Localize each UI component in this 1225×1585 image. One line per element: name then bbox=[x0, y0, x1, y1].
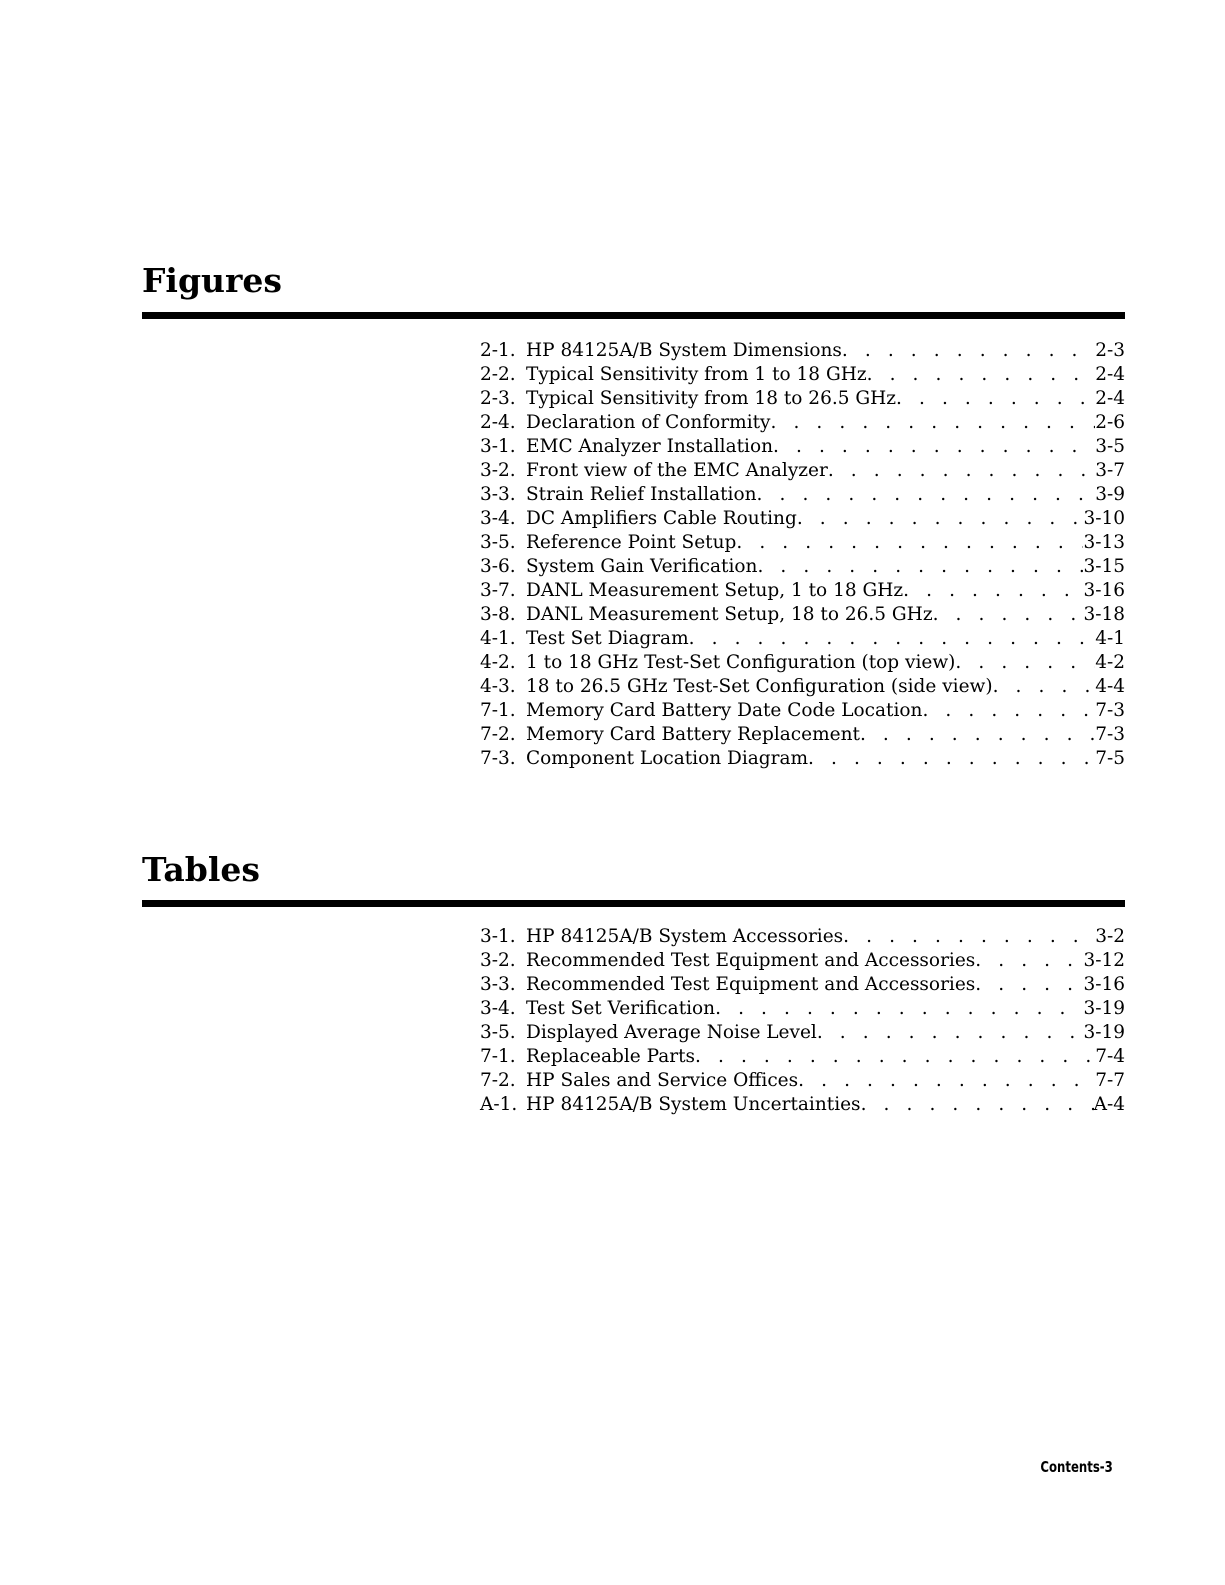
toc-entry-title: HP 84125A/B System Dimensions bbox=[526, 340, 842, 361]
toc-entry-page: 2-6 bbox=[1095, 412, 1125, 433]
toc-entry-page: 3-18 bbox=[1083, 604, 1125, 625]
toc-entry-title: Strain Relief Installation bbox=[526, 484, 757, 505]
toc-entry-title: Component Location Diagram bbox=[526, 748, 809, 769]
toc-entry[interactable] bbox=[480, 339, 1125, 363]
dot-leader bbox=[903, 579, 1083, 603]
toc-entry-page: 2-4 bbox=[1095, 364, 1125, 385]
toc-entry-page: 7-5 bbox=[1095, 748, 1125, 769]
toc-entry[interactable] bbox=[480, 651, 1125, 675]
dot-leader bbox=[922, 699, 1095, 723]
toc-entry[interactable] bbox=[480, 483, 1125, 507]
dot-leader bbox=[842, 339, 1095, 363]
toc-entry[interactable] bbox=[480, 459, 1125, 483]
toc-entry-title: Displayed Average Noise Level bbox=[526, 1022, 817, 1043]
dot-leader bbox=[798, 1069, 1095, 1093]
toc-entry-page: 3-16 bbox=[1083, 580, 1125, 601]
toc-entry-number: 7-1. bbox=[480, 700, 516, 721]
toc-entry-title: Declaration of Conformity bbox=[526, 412, 771, 433]
dot-leader bbox=[955, 651, 1095, 675]
tables-heading: Tables bbox=[142, 850, 260, 889]
dot-leader bbox=[933, 603, 1084, 627]
tables-divider bbox=[142, 900, 1125, 907]
toc-entry-title: Front view of the EMC Analyzer bbox=[526, 460, 828, 481]
toc-entry-title: HP Sales and Service Offices bbox=[526, 1070, 799, 1091]
toc-entry-title: Typical Sensitivity from 1 to 18 GHz bbox=[526, 364, 867, 385]
toc-entry-number: 3-4. bbox=[480, 508, 516, 529]
toc-entry-number: 4-3. bbox=[480, 676, 516, 697]
dot-leader bbox=[828, 459, 1095, 483]
toc-entry-title: Reference Point Setup bbox=[526, 532, 737, 553]
toc-entry[interactable] bbox=[480, 411, 1125, 435]
toc-entry-page: 3-10 bbox=[1083, 508, 1125, 529]
toc-entry-page: 7-3 bbox=[1095, 700, 1125, 721]
figures-divider bbox=[142, 312, 1125, 319]
toc-entry-page: 3-16 bbox=[1083, 974, 1125, 995]
toc-entry-page: 3-5 bbox=[1095, 436, 1125, 457]
toc-entry-page: 7-7 bbox=[1095, 1070, 1125, 1091]
page-number-footer: Contents-3 bbox=[1040, 1458, 1113, 1476]
toc-entry-page: 4-2 bbox=[1095, 652, 1125, 673]
tables-list bbox=[480, 925, 1125, 1117]
toc-entry-page: 3-2 bbox=[1095, 926, 1125, 947]
toc-entry-page: 3-7 bbox=[1095, 460, 1125, 481]
toc-entry[interactable] bbox=[480, 363, 1125, 387]
toc-entry[interactable] bbox=[480, 1021, 1125, 1045]
toc-entry[interactable] bbox=[480, 949, 1125, 973]
dot-leader bbox=[797, 507, 1084, 531]
toc-entry-title: DC Amplifiers Cable Routing bbox=[526, 508, 797, 529]
toc-entry-number: 3-7. bbox=[480, 580, 516, 601]
toc-entry-page: A-4 bbox=[1093, 1094, 1125, 1115]
toc-entry-number: 3-8. bbox=[480, 604, 516, 625]
toc-entry-title: 1 to 18 GHz Test-Set Configuration (top view) bbox=[526, 652, 956, 673]
toc-entry[interactable] bbox=[480, 507, 1125, 531]
dot-leader bbox=[689, 627, 1096, 651]
toc-entry-number: 2-1. bbox=[480, 340, 516, 361]
toc-entry[interactable] bbox=[480, 435, 1125, 459]
dot-leader bbox=[861, 1093, 1094, 1117]
toc-entry[interactable] bbox=[480, 555, 1125, 579]
figures-heading: Figures bbox=[142, 261, 282, 300]
toc-entry-title: Replaceable Parts bbox=[526, 1046, 696, 1067]
toc-entry-number: 3-5. bbox=[480, 532, 516, 553]
toc-entry-number: 3-5. bbox=[480, 1022, 516, 1043]
toc-entry-number: 7-2. bbox=[480, 724, 516, 745]
toc-entry-title: Test Set Diagram bbox=[526, 628, 689, 649]
dot-leader bbox=[757, 555, 1083, 579]
toc-entry-title: Typical Sensitivity from 18 to 26.5 GHz bbox=[526, 388, 897, 409]
toc-entry[interactable] bbox=[480, 627, 1125, 651]
toc-entry-number: 7-2. bbox=[480, 1070, 516, 1091]
dot-leader bbox=[695, 1045, 1095, 1069]
toc-entry-title: EMC Analyzer Installation bbox=[526, 436, 774, 457]
toc-entry-number: 3-1. bbox=[480, 926, 516, 947]
dot-leader bbox=[867, 363, 1096, 387]
toc-entry[interactable] bbox=[480, 1045, 1125, 1069]
toc-entry-number: 2-2. bbox=[480, 364, 516, 385]
toc-entry-title: HP 84125A/B System Uncertainties bbox=[526, 1094, 861, 1115]
toc-entry-number: A-1. bbox=[480, 1094, 518, 1115]
toc-entry-number: 4-1. bbox=[480, 628, 516, 649]
toc-entry[interactable] bbox=[480, 747, 1125, 771]
dot-leader bbox=[817, 1021, 1084, 1045]
toc-entry[interactable] bbox=[480, 1093, 1125, 1117]
toc-entry-title: Recommended Test Equipment and Accessories bbox=[526, 950, 976, 971]
toc-entry[interactable] bbox=[480, 387, 1125, 411]
toc-entry[interactable] bbox=[480, 699, 1125, 723]
figures-list bbox=[480, 339, 1125, 771]
toc-entry[interactable] bbox=[480, 603, 1125, 627]
toc-entry-number: 2-4. bbox=[480, 412, 516, 433]
toc-entry-page: 7-4 bbox=[1095, 1046, 1125, 1067]
toc-entry[interactable] bbox=[480, 579, 1125, 603]
toc-entry-page: 3-12 bbox=[1083, 950, 1125, 971]
toc-entry-title: DANL Measurement Setup, 18 to 26.5 GHz bbox=[526, 604, 933, 625]
toc-entry[interactable] bbox=[480, 723, 1125, 747]
dot-leader bbox=[773, 435, 1095, 459]
dot-leader bbox=[715, 997, 1083, 1021]
dot-leader bbox=[771, 411, 1096, 435]
toc-entry-title: Recommended Test Equipment and Accessories bbox=[526, 974, 976, 995]
toc-entry-number: 3-2. bbox=[480, 460, 516, 481]
dot-leader bbox=[896, 387, 1095, 411]
toc-entry[interactable] bbox=[480, 531, 1125, 555]
toc-entry-title: 18 to 26.5 GHz Test-Set Configuration (side view) bbox=[526, 676, 993, 697]
toc-entry-number: 3-3. bbox=[480, 484, 516, 505]
toc-entry-title: Test Set Verification bbox=[526, 998, 716, 1019]
toc-entry-title: DANL Measurement Setup, 1 to 18 GHz bbox=[526, 580, 904, 601]
dot-leader bbox=[975, 973, 1083, 997]
dot-leader bbox=[757, 483, 1096, 507]
toc-entry-number: 2-3. bbox=[480, 388, 516, 409]
toc-entry-title: HP 84125A/B System Accessories bbox=[526, 926, 844, 947]
dot-leader bbox=[808, 747, 1095, 771]
dot-leader bbox=[843, 925, 1095, 949]
toc-entry-title: Memory Card Battery Date Code Location bbox=[526, 700, 923, 721]
toc-entry-page: 3-19 bbox=[1083, 1022, 1125, 1043]
toc-entry-title: Memory Card Battery Replacement bbox=[526, 724, 860, 745]
toc-entry-page: 2-3 bbox=[1095, 340, 1125, 361]
toc-entry-page: 3-13 bbox=[1083, 532, 1125, 553]
toc-entry-number: 3-1. bbox=[480, 436, 516, 457]
dot-leader bbox=[975, 949, 1083, 973]
toc-entry-title: System Gain Verification bbox=[526, 556, 758, 577]
toc-entry-page: 3-9 bbox=[1095, 484, 1125, 505]
toc-entry-number: 3-2. bbox=[480, 950, 516, 971]
toc-entry[interactable] bbox=[480, 1069, 1125, 1093]
toc-entry-number: 3-6. bbox=[480, 556, 516, 577]
toc-entry-page: 7-3 bbox=[1095, 724, 1125, 745]
dot-leader bbox=[993, 675, 1096, 699]
toc-entry-number: 3-3. bbox=[480, 974, 516, 995]
toc-entry-number: 7-3. bbox=[480, 748, 516, 769]
toc-entry-number: 4-2. bbox=[480, 652, 516, 673]
toc-entry-page: 3-19 bbox=[1083, 998, 1125, 1019]
toc-entry[interactable] bbox=[480, 925, 1125, 949]
dot-leader bbox=[736, 531, 1083, 555]
toc-entry-page: 3-15 bbox=[1083, 556, 1125, 577]
toc-entry-page: 2-4 bbox=[1095, 388, 1125, 409]
toc-entry-number: 7-1. bbox=[480, 1046, 516, 1067]
toc-entry-number: 3-4. bbox=[480, 998, 516, 1019]
dot-leader bbox=[860, 723, 1095, 747]
toc-entry-page: 4-1 bbox=[1095, 628, 1125, 649]
toc-entry[interactable] bbox=[480, 973, 1125, 997]
toc-entry[interactable] bbox=[480, 997, 1125, 1021]
toc-entry[interactable] bbox=[480, 675, 1125, 699]
toc-entry-page: 4-4 bbox=[1095, 676, 1125, 697]
